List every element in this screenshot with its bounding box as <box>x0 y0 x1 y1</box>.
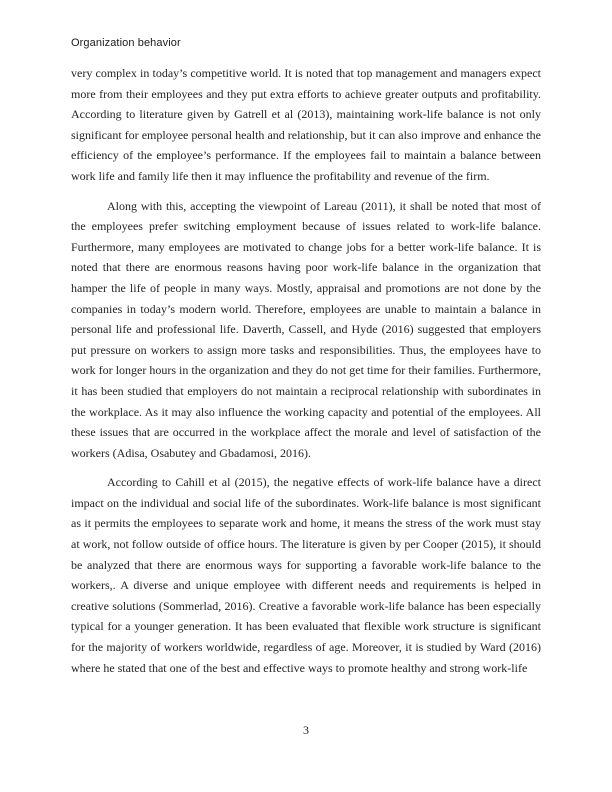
page-number: 3 <box>303 723 309 737</box>
body-paragraph: Along with this, accepting the viewpoint of Lareau (2011), it shall be noted that most of the employees prefer switching employment because of issues related to work-life balance. Furthermore, many employees are motivated to change jobs for a better work-life balance. It is noted that there are enormous reasons having poor work-life balance in the organization that hamper the life of people in many ways. Mostly, appraisal and promotions are not done by the companies in today’s modern world. Therefore, employees are unable to maintain a balance in personal life and professional life. Daverth, Cassell, and Hyde (2016) suggested that employers put pressure on workers to assign more tasks and responsibilities. Thus, the employees have to work for longer hours in the organization and they do not get time for their families. Furthermore, it has been studied that employers do not maintain a reciprocal relationship with subordinates in the workplace. As it may also influence the working capacity and potential of the employees. All these issues that are occurred in the workplace affect the morale and level of satisfaction of the workers (Adisa, Osabutey and Gbadamosi, 2016). <box>71 198 541 460</box>
body-paragraph: According to Cahill et al (2015), the negative effects of work-life balance have a direct impact on the individual and social life of the subordinates. Work-life balance is most significant as it permits the employees to separate work and home, it means the stress of the work must stay at work, not follow outside of office hours. The literature is given by per Cooper (2015), it should be analyzed that there are enormous ways for supporting a favorable work-life balance to the workers,. A diverse and unique employee with different needs and requirements is helped in creative solutions (Sommerlad, 2016). Creative a favorable work-life balance has been especially typical for a younger generation. It has been evaluated that flexible work structure is significant for the majority of workers worldwide, regardless of age. Moreover, it is studied by Ward (2016) where he stated that one of the best and effective ways to promote healthy and strong work-life <box>71 475 541 675</box>
body-paragraph: very complex in today’s competitive world. It is noted that top management and managers expect more from their employees and they put extra efforts to achieve greater outputs and profitability. According to literature given by Gatrell et al (2013), maintaining work-life balance is not only significant for employee personal health and relationship, but it can also improve and enhance the efficiency of the employee’s performance. If the employees fail to maintain a balance between work life and family life then it may influence the profitability and revenue of the firm. <box>71 66 541 183</box>
document-header: Organization behavior <box>71 37 181 49</box>
document-body <box>71 63 541 687</box>
